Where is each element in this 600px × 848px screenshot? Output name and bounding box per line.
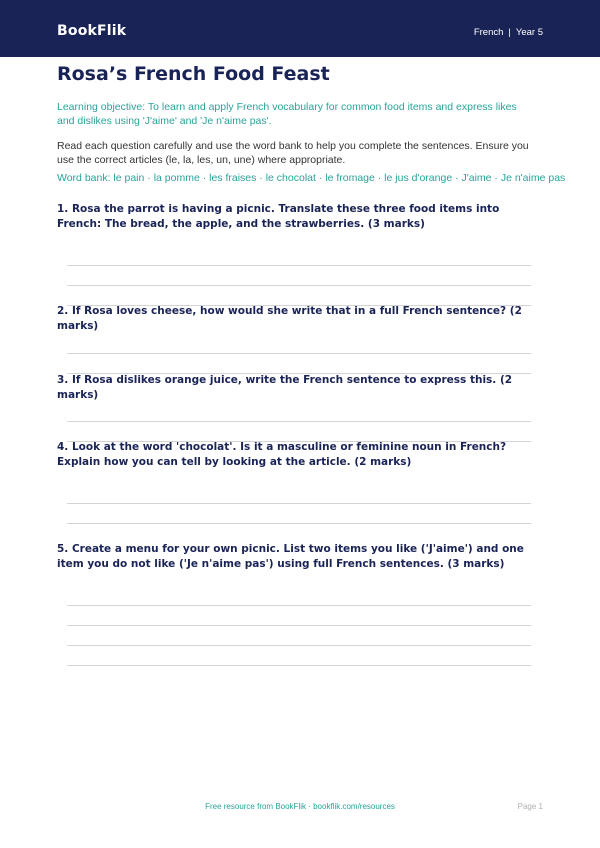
learning-objective: Learning objective: To learn and apply French vocabulary for common food items and express likes and dislikes using 'J'aime' and 'Je n'aime pas'. [57,101,517,127]
header-meta [474,27,543,38]
meta-separator: | [508,27,511,38]
answer-line[interactable] [67,353,531,354]
answer-line[interactable] [67,523,531,524]
answer-line[interactable] [67,503,531,504]
answer-line[interactable] [67,625,531,626]
answer-line[interactable] [67,421,531,422]
page-header [0,0,600,57]
word-bank: Word bank: le pain · la pomme · les fraises · le chocolat · le fromage · le jus d'orange · J'aime · Je n'aime pas [57,172,566,184]
question-2: 2. If Rosa loves cheese, how would she write that in a full French sentence? (2 marks) [57,305,522,332]
answer-line[interactable] [67,605,531,606]
answer-line[interactable] [67,665,531,666]
question-5: 5. Create a menu for your own picnic. List two items you like ('J'aime') and one item you do not like ('Je n'aime pas') using full French sentences. (3 marks) [57,543,524,570]
instructions: Read each question carefully and use the word bank to help you complete the sentences. Ensure you use the correct articles (le, la, les, un, une) where appropriate. [57,140,529,166]
worksheet-title: Rosa’s French Food Feast [57,63,330,85]
page-number: Page 1 [517,802,543,811]
question-4: 4. Look at the word 'chocolat'. Is it a masculine or feminine noun in French? Explain how you can tell by looking at the article. (2 marks) [57,441,507,468]
footer-credit[interactable]: Free resource from BookFlik · bookflik.com/resources [205,802,395,811]
brand-logo[interactable]: BookFlik [57,23,127,39]
answer-line[interactable] [67,265,531,266]
subject-label: French [473,27,504,38]
year-label: Year 5 [515,27,543,38]
answer-line[interactable] [67,285,531,286]
question-3: 3. If Rosa dislikes orange juice, write the French sentence to express this. (2 marks) [57,374,513,401]
question-1: 1. Rosa the parrot is having a picnic. Translate these three food items into French: The bread, the apple, and the strawberries. (3 marks) [57,203,500,230]
answer-line[interactable] [67,645,531,646]
